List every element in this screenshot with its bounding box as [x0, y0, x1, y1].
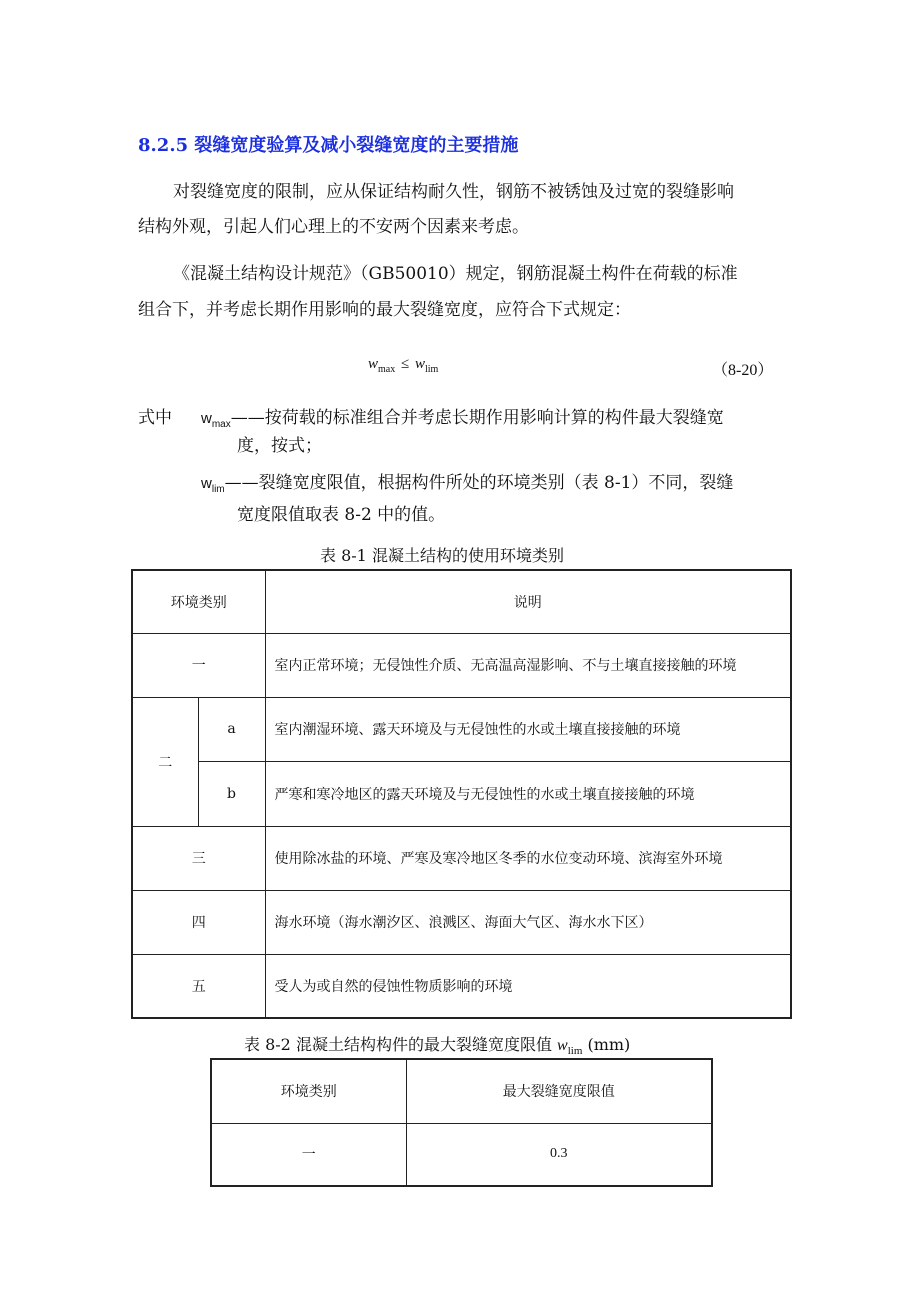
table2-value: 0.3: [406, 1123, 712, 1186]
eq-rhs-sub: lim: [424, 364, 439, 375]
table1-header-desc: 说明: [265, 570, 791, 633]
table-row: [132, 697, 791, 761]
section-title: 裂缝宽度验算及减小裂缝宽度的主要措施: [194, 135, 519, 156]
paragraph-2-line-2: 组合下，并考虑长期作用影响的最大裂缝宽度，应符合下式规定：: [138, 300, 631, 320]
table1-category: 四: [132, 890, 265, 954]
table1-header-row: [132, 570, 791, 633]
wlim-text: ——裂缝宽度限值，根据构件所处的环境类别（表 8-1）不同，裂缝: [224, 473, 734, 493]
eq-relation: ≤: [400, 356, 410, 372]
table2-caption-text: 表 8-2 混凝土结构构件的最大裂缝宽度限值: [244, 1035, 558, 1054]
wlim-symbol: $w_{lim}$: [201, 475, 225, 495]
table2-header-row: [211, 1059, 712, 1123]
table2-category: 一: [211, 1123, 406, 1186]
table2-header-category: 环境类别: [211, 1059, 406, 1123]
table1-desc: 使用除冰盐的环境、严寒及寒冷地区冬季的水位变动环境、滨海室外环境: [265, 826, 791, 890]
table1-header-category: 环境类别: [132, 570, 265, 633]
table1-desc: 严寒和寒冷地区的露天环境及与无侵蚀性的水或土壤直接接触的环境: [265, 761, 791, 826]
table1-desc: 受人为或自然的侵蚀性物质影响的环境: [265, 954, 791, 1018]
wmax-symbol: $w_{max}$: [201, 410, 231, 430]
wlim-definition-line-1: [201, 473, 733, 500]
table2-header-value: 最大裂缝宽度限值: [406, 1059, 712, 1123]
eq-lhs-symbol: w: [368, 356, 379, 372]
table2-caption-unit: (mm): [582, 1035, 631, 1054]
table-row: [132, 633, 791, 697]
table-2: [210, 1058, 713, 1187]
table1-category: 五: [132, 954, 265, 1018]
table1-caption: 表 8-1 混凝土结构的使用环境类别: [320, 546, 564, 565]
definitions-lead: 式中: [138, 408, 172, 428]
table-row: [211, 1123, 712, 1186]
table1-subcategory: a: [198, 697, 265, 761]
table-1: [131, 569, 792, 1019]
table-row: [132, 826, 791, 890]
equation: [368, 356, 438, 375]
paragraph-1-line-2: 结构外观，引起人们心理上的不安两个因素来考虑。: [138, 217, 529, 237]
table1-category: 三: [132, 826, 265, 890]
table1-category: 二: [132, 697, 198, 826]
table1-desc: 室内潮湿环境、露天环境及与无侵蚀性的水或土壤直接接触的环境: [265, 697, 791, 761]
table1-subcategory: b: [198, 761, 265, 826]
wmax-definition-line-1: [201, 408, 724, 435]
section-heading: [138, 131, 518, 157]
table1-category: 一: [132, 633, 265, 697]
table-row: [132, 761, 791, 826]
wmax-definition-line-2: 度，按式；: [237, 436, 322, 456]
table-row: [132, 954, 791, 1018]
section-number: 8.2.5: [138, 135, 189, 156]
equation-number: （8-20）: [712, 362, 774, 379]
eq-rhs-symbol: w: [414, 356, 425, 372]
paragraph-2-line-1: 《混凝土结构设计规范》（GB50010）规定，钢筋混凝土构件在荷载的标准: [173, 264, 738, 284]
table1-desc: 海水环境（海水潮汐区、浪溅区、海面大气区、海水水下区）: [265, 890, 791, 954]
table-row: [132, 890, 791, 954]
table2-caption-symbol: $w_{lim}$: [557, 1037, 583, 1058]
wmax-text: ——按荷载的标准组合并考虑长期作用影响计算的构件最大裂缝宽: [230, 408, 724, 428]
wlim-definition-line-2: 宽度限值取表 8-2 中的值。: [237, 505, 446, 525]
eq-lhs-sub: max: [378, 364, 396, 375]
table1-desc: 室内正常环境；无侵蚀性介质、无高温高湿影响、不与土壤直接接触的环境: [265, 633, 791, 697]
table2-caption: [244, 1032, 630, 1057]
paragraph-1-line-1: 对裂缝宽度的限制，应从保证结构耐久性，钢筋不被锈蚀及过宽的裂缝影响: [173, 182, 734, 202]
